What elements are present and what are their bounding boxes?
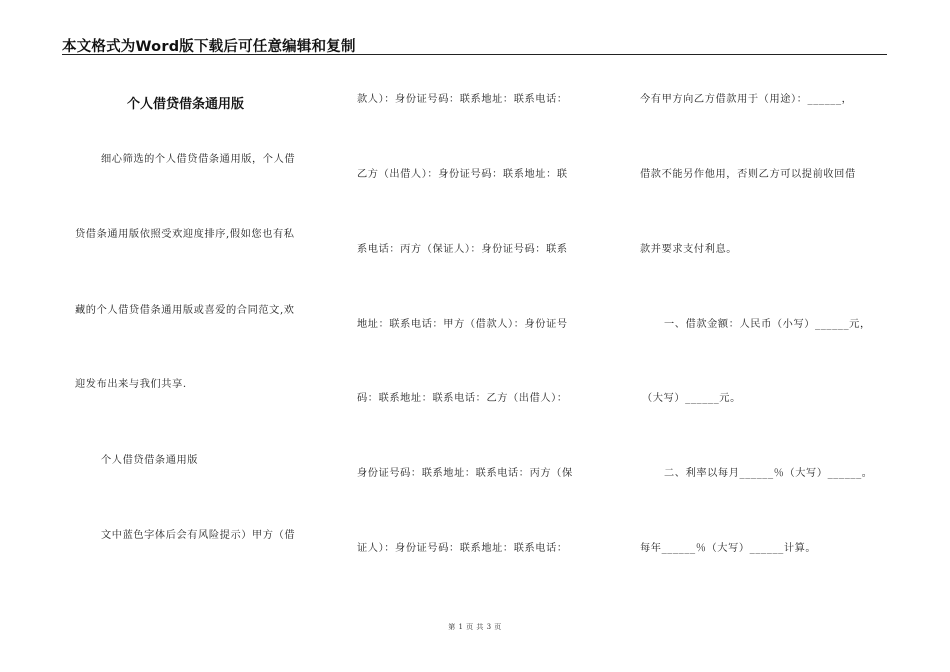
paragraph-line: 迎发布出来与我们共享.	[75, 379, 187, 390]
paragraph-line: 文中蓝色字体后会有风险提示）甲方（借	[101, 530, 296, 541]
paragraph-line: （大写）______元。	[642, 393, 741, 404]
paragraph-line: 二、利率以每月______％（大写）______。	[664, 468, 873, 479]
paragraph-line: 系电话：丙方（保证人）：身份证号码：联系	[357, 244, 568, 255]
paragraph-line: 今有甲方向乙方借款用于（用途）：______，	[640, 94, 853, 105]
page-number: 第 1 页 共 3 页	[448, 623, 502, 631]
paragraph-line: 地址：联系电话：甲方（借款人）：身份证号	[357, 319, 568, 330]
paragraph-line: 借款不能另作他用，否则乙方可以提前收回借	[640, 169, 856, 180]
paragraph-line: 一、借款金额：人民币（小写）______元，	[664, 319, 871, 330]
paragraph-line: 款并要求支付利息。	[640, 244, 738, 255]
paragraph-line: 个人借贷借条通用版	[101, 455, 199, 466]
paragraph-line: 证人）：身份证号码：联系地址：联系电话：	[357, 543, 568, 554]
paragraph-line: 款人）：身份证号码：联系地址：联系电话：	[357, 94, 568, 105]
paragraph-line: 码：联系地址：联系电话：乙方（出借人）：	[357, 393, 568, 404]
paragraph-line: 每年______％（大写）______计算。	[640, 543, 817, 554]
paragraph-line: 藏的个人借贷借条通用版或喜爱的合同范文,欢	[75, 305, 295, 316]
document-title: 个人借贷借条通用版	[127, 97, 245, 112]
header-notice: 本文格式为Word版下载后可任意编辑和复制	[62, 39, 356, 55]
document-header	[62, 34, 887, 55]
paragraph-line: 贷借条通用版依照受欢迎度排序,假如您也有私	[75, 229, 295, 240]
paragraph-line: 细心筛选的个人借贷借条通用版，个人借	[101, 154, 296, 165]
paragraph-line: 身份证号码：联系地址：联系电话：丙方（保	[357, 468, 573, 479]
paragraph-line: 乙方（出借人）：身份证号码：联系地址：联	[357, 169, 568, 180]
